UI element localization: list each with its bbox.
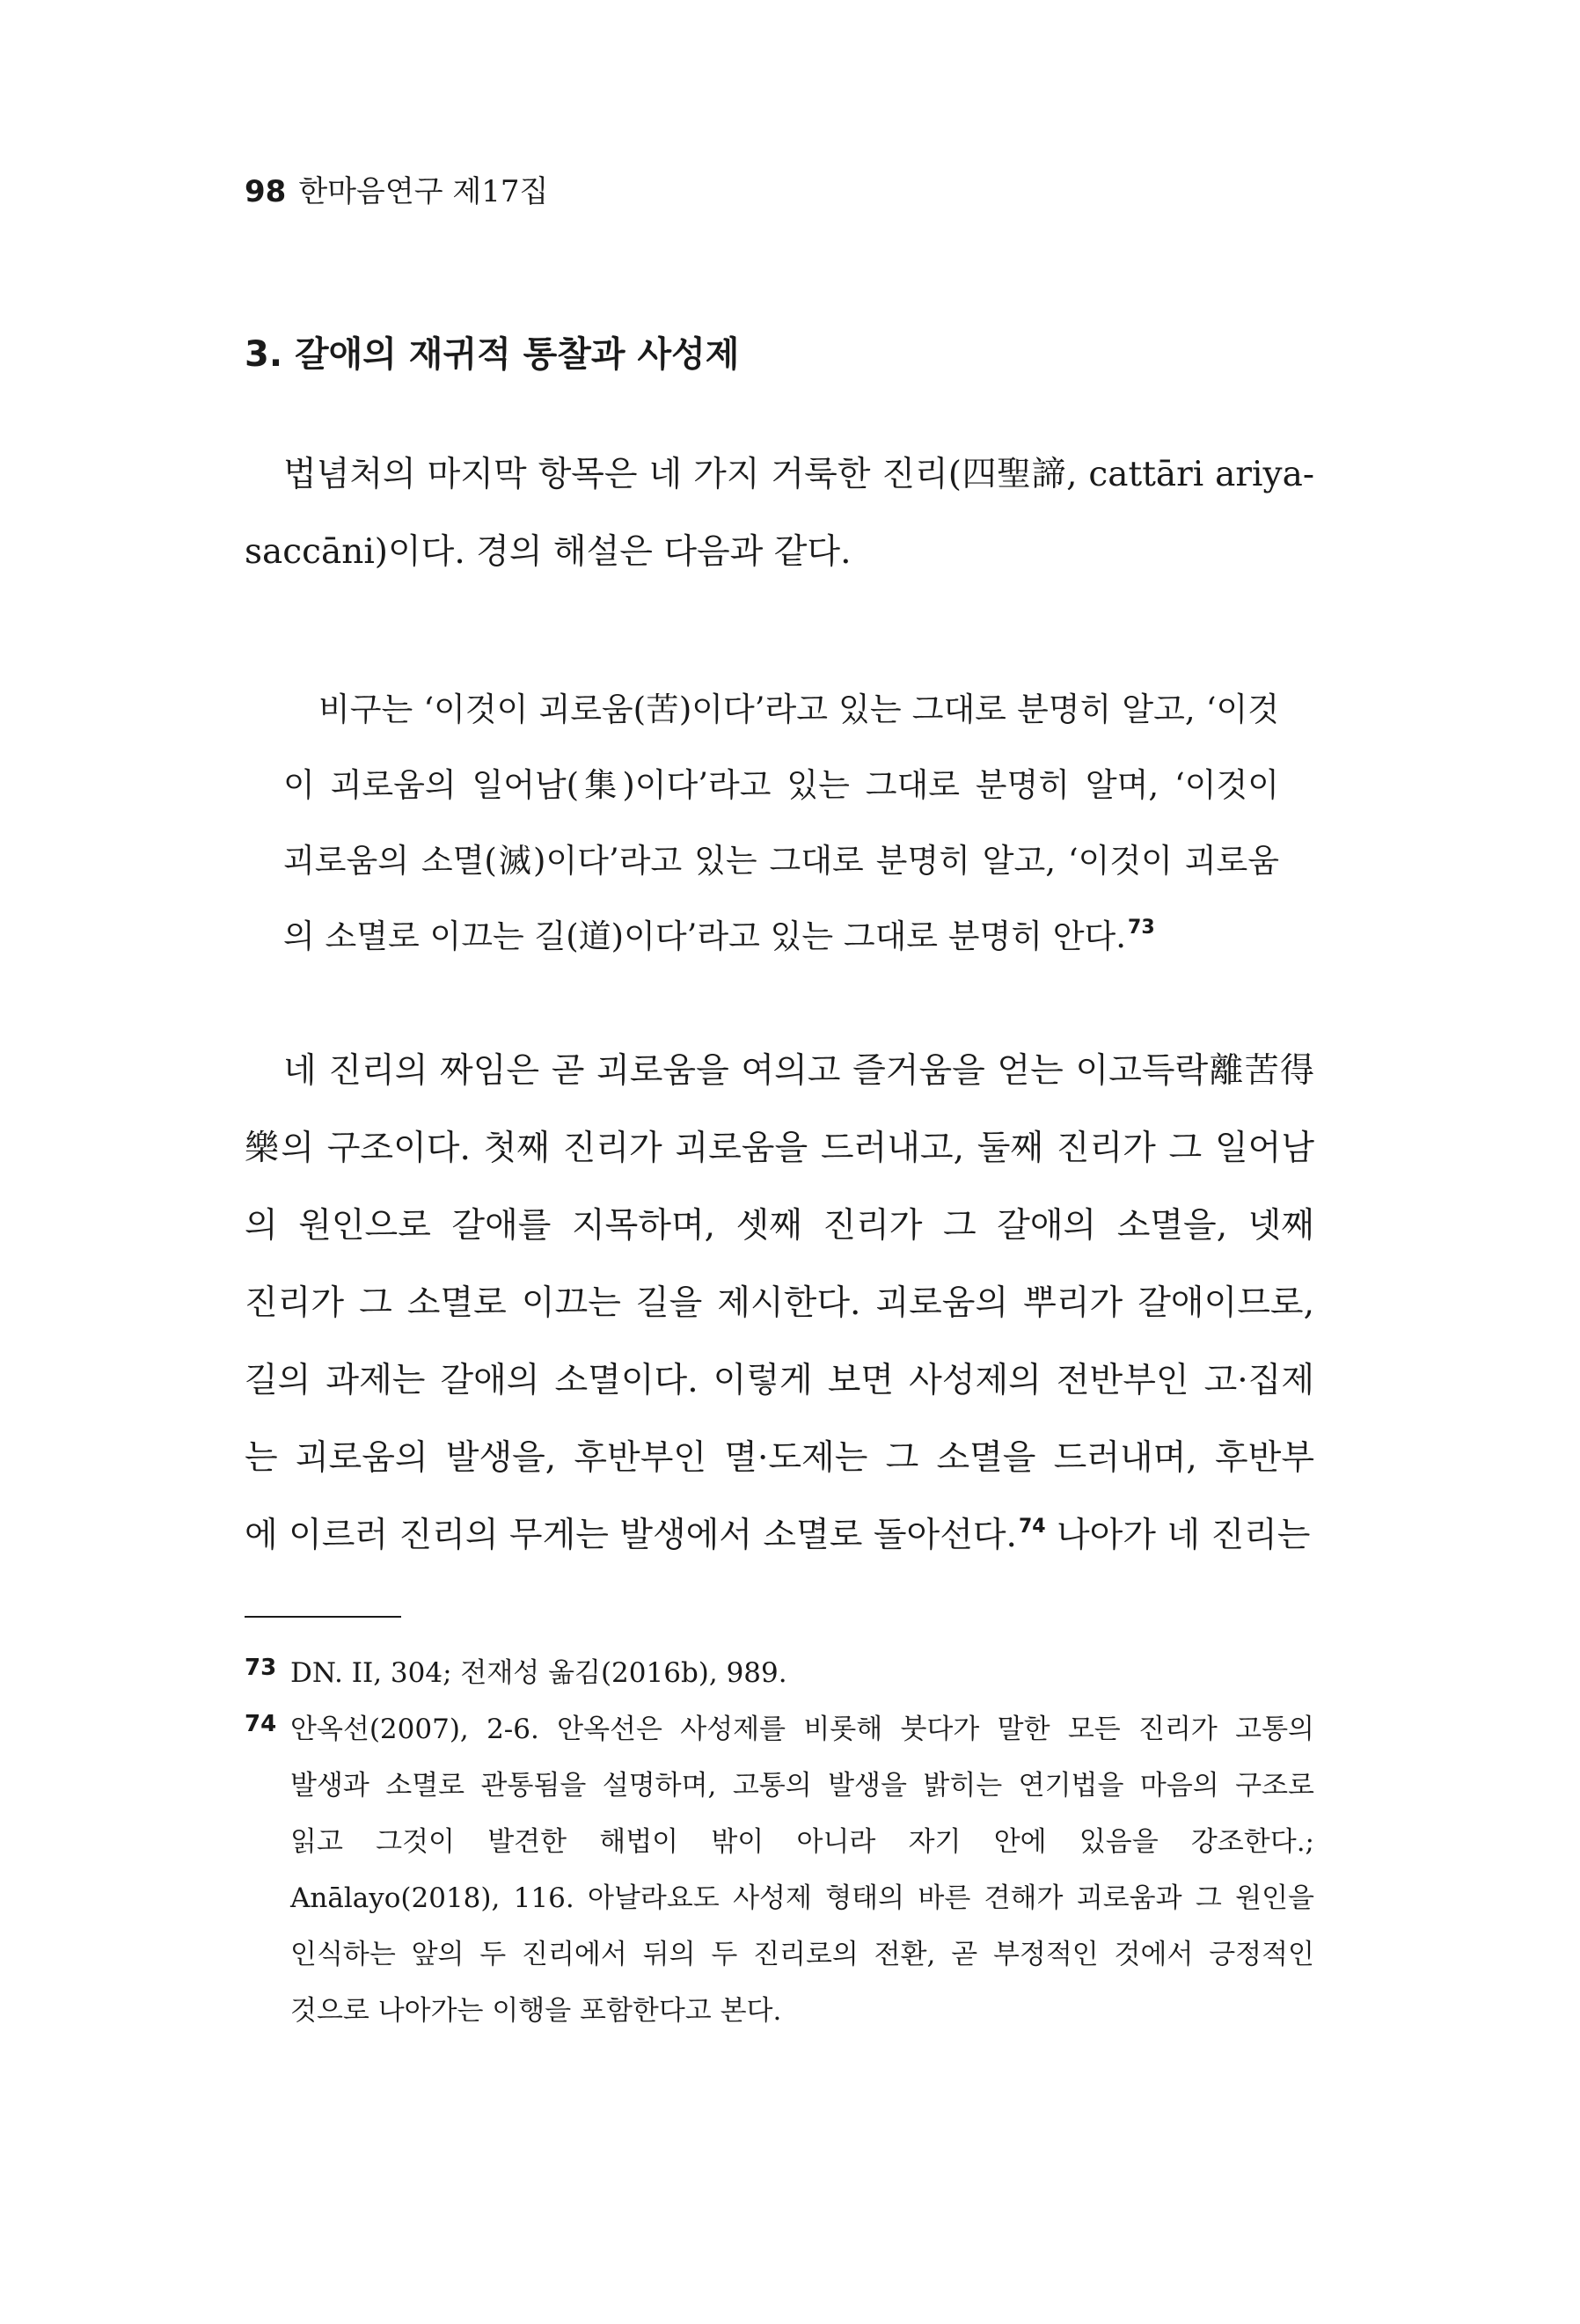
quote-line: 괴로움의 소멸(滅)이다’라고 있는 그대로 분명히 알고, ‘이것이 괴로움 <box>283 842 1279 880</box>
section-title: 3. 갈애의 재귀적 통찰과 사성제 <box>245 334 740 375</box>
quote-line: 비구는 ‘이것이 괴로움(苦)이다’라고 있는 그대로 분명히 알고, ‘이것 <box>318 691 1279 728</box>
footnote-line: 읽고 그것이 발견한 해법이 밖이 아니라 자기 안에 있음을 강조한다.; <box>290 1826 1314 1858</box>
footnote-line: 발생과 소멸로 관통됨을 설명하며, 고통의 발생을 밝히는 연기법을 마음의 구조로 <box>290 1770 1314 1801</box>
paragraph-line <box>245 1508 1310 1557</box>
intro-line: 법념처의 마지막 항목은 네 가지 거룩한 진리(四聖諦, cattāri ariya- <box>283 455 1314 494</box>
footnote-separator <box>245 1616 401 1618</box>
footnote-ref-74[interactable]: 74 <box>1018 1516 1046 1538</box>
paragraph-line-text: 에 이르러 진리의 무게는 발생에서 소멸로 돌아선다. <box>245 1516 1017 1555</box>
footnote-line: 것으로 나아가는 이행을 포함한다고 본다. <box>290 1995 782 2027</box>
paragraph-line: 樂의 구조이다. 첫째 진리가 괴로움을 드러내고, 둘째 진리가 그 일어남 <box>245 1129 1314 1168</box>
paragraph-line-tail: 나아가 네 진리는 <box>1045 1516 1311 1555</box>
footnote-number: 74 <box>245 1711 277 1737</box>
paragraph-line: 네 진리의 짜임은 곧 괴로움을 여의고 즐거움을 얻는 이고득락離苦得 <box>283 1051 1314 1091</box>
paragraph-line: 의 원인으로 갈애를 지목하며, 셋째 진리가 그 갈애의 소멸을, 넷째 <box>245 1206 1314 1246</box>
paragraph-line: 길의 과제는 갈애의 소멸이다. 이렇게 보면 사성제의 전반부인 고·집제 <box>245 1361 1314 1400</box>
journal-title: 한마음연구 제17집 <box>298 174 549 209</box>
footnote-ref-73[interactable]: 73 <box>1128 917 1155 939</box>
footnote-line: Anālayo(2018), 116. 아날라요도 사성제 형태의 바른 견해가 괴로움과 그 원인을 <box>290 1882 1314 1914</box>
intro-line: saccāni)이다. 경의 해설은 다음과 같다. <box>245 532 852 572</box>
footnote-number: 73 <box>245 1655 277 1681</box>
page-number: 98 <box>245 174 287 209</box>
paragraph-line: 는 괴로움의 발생을, 후반부인 멸·도제는 그 소멸을 드러내며, 후반부 <box>245 1438 1314 1478</box>
quote-line: 이 괴로움의 일어남(集)이다’라고 있는 그대로 분명히 알며, ‘이것이 <box>283 766 1279 804</box>
footnote-line: DN. II, 304; 전재성 옮김(2016b), 989. <box>290 1657 787 1689</box>
quote-line-text: 의 소멸로 이끄는 길(道)이다’라고 있는 그대로 분명히 안다. <box>283 917 1127 955</box>
quote-line <box>283 910 1155 957</box>
paragraph-line: 진리가 그 소멸로 이끄는 길을 제시한다. 괴로움의 뿌리가 갈애이므로, <box>245 1283 1314 1323</box>
footnote-line: 안옥선(2007), 2-6. 안옥선은 사성제를 비롯해 붓다가 말한 모든 진리가 고통의 <box>290 1714 1314 1745</box>
footnote-line: 인식하는 앞의 두 진리에서 뒤의 두 진리로의 전환, 곧 부정적인 것에서 긍정적인 <box>290 1939 1314 1970</box>
running-header <box>245 174 548 209</box>
